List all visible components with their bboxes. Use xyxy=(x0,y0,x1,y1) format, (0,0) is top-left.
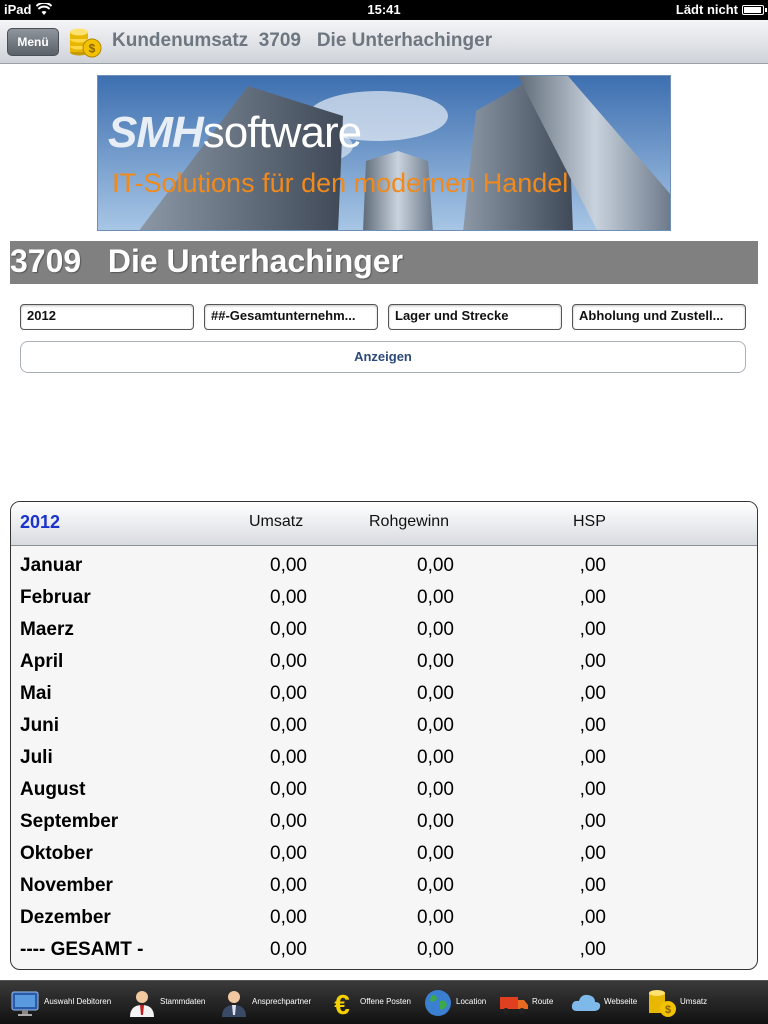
umsatz-value: 0,00 xyxy=(270,715,307,736)
tab-offene-posten[interactable] xyxy=(326,981,436,1024)
rohgewinn-value: 0,00 xyxy=(417,907,454,928)
person-icon xyxy=(126,987,158,1019)
row-label: Juli xyxy=(20,747,53,768)
euro-icon xyxy=(326,987,358,1019)
hsp-value: ,00 xyxy=(579,683,606,704)
umsatz-value: 0,00 xyxy=(270,811,307,832)
row-label: April xyxy=(20,651,64,672)
rohgewinn-value: 0,00 xyxy=(417,747,454,768)
row-label: September xyxy=(20,811,119,832)
rohgewinn-value: 0,00 xyxy=(417,587,454,608)
hsp-value: ,00 xyxy=(579,843,606,864)
carrier-label: iPad xyxy=(4,2,32,17)
hsp-value: ,00 xyxy=(579,811,606,832)
row-label: November xyxy=(20,875,113,896)
delivery-filter[interactable]: Abholung und Zustell... xyxy=(572,304,746,330)
row-label: ---- GESAMT - xyxy=(20,939,144,960)
banner-logo-software: software xyxy=(202,108,362,157)
tab-label: Route xyxy=(532,997,554,1006)
row-label: Maerz xyxy=(20,619,74,640)
cloud-icon xyxy=(570,987,602,1019)
hsp-value: ,00 xyxy=(579,747,606,768)
tab-umsatz[interactable] xyxy=(646,981,756,1024)
umsatz-value: 0,00 xyxy=(270,939,307,960)
revenue-table xyxy=(10,501,758,970)
customer-heading-bar xyxy=(10,241,758,284)
table-row xyxy=(11,711,757,743)
umsatz-value: 0,00 xyxy=(270,843,307,864)
globe-icon xyxy=(422,987,454,1019)
status-bar xyxy=(0,0,768,20)
table-row xyxy=(11,583,757,615)
company-filter[interactable]: ##-Gesamtunternehm... xyxy=(204,304,378,330)
battery-icon xyxy=(742,5,764,15)
smh-banner-image xyxy=(97,75,671,231)
umsatz-value: 0,00 xyxy=(270,619,307,640)
stock-filter[interactable]: Lager und Strecke xyxy=(388,304,562,330)
monitor-icon xyxy=(10,987,42,1019)
nav-title: Kundenumsatz 3709 Die Unterhachinger xyxy=(112,30,493,51)
rohgewinn-value: 0,00 xyxy=(417,875,454,896)
table-row xyxy=(11,839,757,871)
tab-label: Stammdaten xyxy=(160,997,206,1006)
table-row xyxy=(11,551,757,583)
hsp-value: ,00 xyxy=(579,587,606,608)
hsp-value: ,00 xyxy=(579,651,606,672)
tab-label: Umsatz xyxy=(680,997,708,1006)
hsp-value: ,00 xyxy=(579,619,606,640)
column-header-hsp: HSP xyxy=(573,513,606,530)
tab-label: Offene Posten xyxy=(360,997,411,1006)
rohgewinn-value: 0,00 xyxy=(417,555,454,576)
svg-text:$: $ xyxy=(88,41,96,56)
banner-logo xyxy=(108,108,361,158)
tab-label: Ansprechpartner xyxy=(252,997,312,1006)
umsatz-value: 0,00 xyxy=(270,683,307,704)
table-row xyxy=(11,935,757,967)
charging-status: Lädt nicht xyxy=(675,2,738,17)
umsatz-value: 0,00 xyxy=(270,779,307,800)
hsp-value: ,00 xyxy=(579,555,606,576)
umsatz-value: 0,00 xyxy=(270,651,307,672)
year-filter[interactable]: 2012 xyxy=(20,304,194,330)
customer-heading: 3709 Die Unterhachinger xyxy=(10,243,404,279)
clock: 15:41 xyxy=(367,2,401,17)
umsatz-value: 0,00 xyxy=(270,907,307,928)
rohgewinn-value: 0,00 xyxy=(417,779,454,800)
hsp-value: ,00 xyxy=(579,875,606,896)
umsatz-value: 0,00 xyxy=(270,555,307,576)
rohgewinn-value: 0,00 xyxy=(417,651,454,672)
rohgewinn-value: 0,00 xyxy=(417,715,454,736)
table-header xyxy=(11,502,757,546)
table-row xyxy=(11,807,757,839)
column-header-rohgewinn: Rohgewinn xyxy=(369,513,450,530)
table-row xyxy=(11,615,757,647)
contact-person-icon xyxy=(218,987,250,1019)
hsp-value: ,00 xyxy=(579,939,606,960)
rohgewinn-value: 0,00 xyxy=(417,939,454,960)
rohgewinn-value: 0,00 xyxy=(417,811,454,832)
svg-text:$: $ xyxy=(664,1004,672,1016)
tab-label: Webseite xyxy=(604,997,638,1006)
rohgewinn-value: 0,00 xyxy=(417,843,454,864)
navigation-bar xyxy=(0,20,768,64)
row-label: August xyxy=(20,779,86,800)
table-year: 2012 xyxy=(20,512,61,532)
hsp-value: ,00 xyxy=(579,907,606,928)
umsatz-value: 0,00 xyxy=(270,747,307,768)
row-label: Dezember xyxy=(20,907,111,928)
rohgewinn-value: 0,00 xyxy=(417,619,454,640)
hsp-value: ,00 xyxy=(579,715,606,736)
table-row xyxy=(11,743,757,775)
table-row xyxy=(11,871,757,903)
tab-label: Auswahl Debitoren xyxy=(44,997,112,1006)
row-label: Februar xyxy=(20,587,91,608)
row-label: Juni xyxy=(20,715,60,736)
umsatz-value: 0,00 xyxy=(270,587,307,608)
column-header-umsatz: Umsatz xyxy=(249,513,304,530)
table-row xyxy=(11,775,757,807)
table-row xyxy=(11,647,757,679)
tab-label: Location xyxy=(456,997,487,1006)
show-button[interactable]: Anzeigen xyxy=(20,341,746,373)
hsp-value: ,00 xyxy=(579,779,606,800)
row-label: Oktober xyxy=(20,843,93,864)
banner-logo-smh: SMH xyxy=(108,108,203,157)
truck-icon xyxy=(498,987,530,1019)
tab-bar xyxy=(0,980,768,1024)
banner-tagline: IT-Solutions für den modernen Handel xyxy=(112,168,569,198)
table-row xyxy=(11,679,757,711)
menu-button[interactable]: Menü xyxy=(7,28,59,56)
rohgewinn-value: 0,00 xyxy=(417,683,454,704)
svg-text:€: € xyxy=(334,989,350,1019)
coins-icon xyxy=(68,26,102,58)
row-label: Mai xyxy=(20,683,52,704)
table-row xyxy=(11,903,757,935)
coins-icon xyxy=(646,987,678,1019)
tab-auswahl-debitoren[interactable] xyxy=(10,981,120,1024)
umsatz-value: 0,00 xyxy=(270,875,307,896)
row-label: Januar xyxy=(20,555,83,576)
tab-ansprechpartner[interactable] xyxy=(218,981,328,1024)
